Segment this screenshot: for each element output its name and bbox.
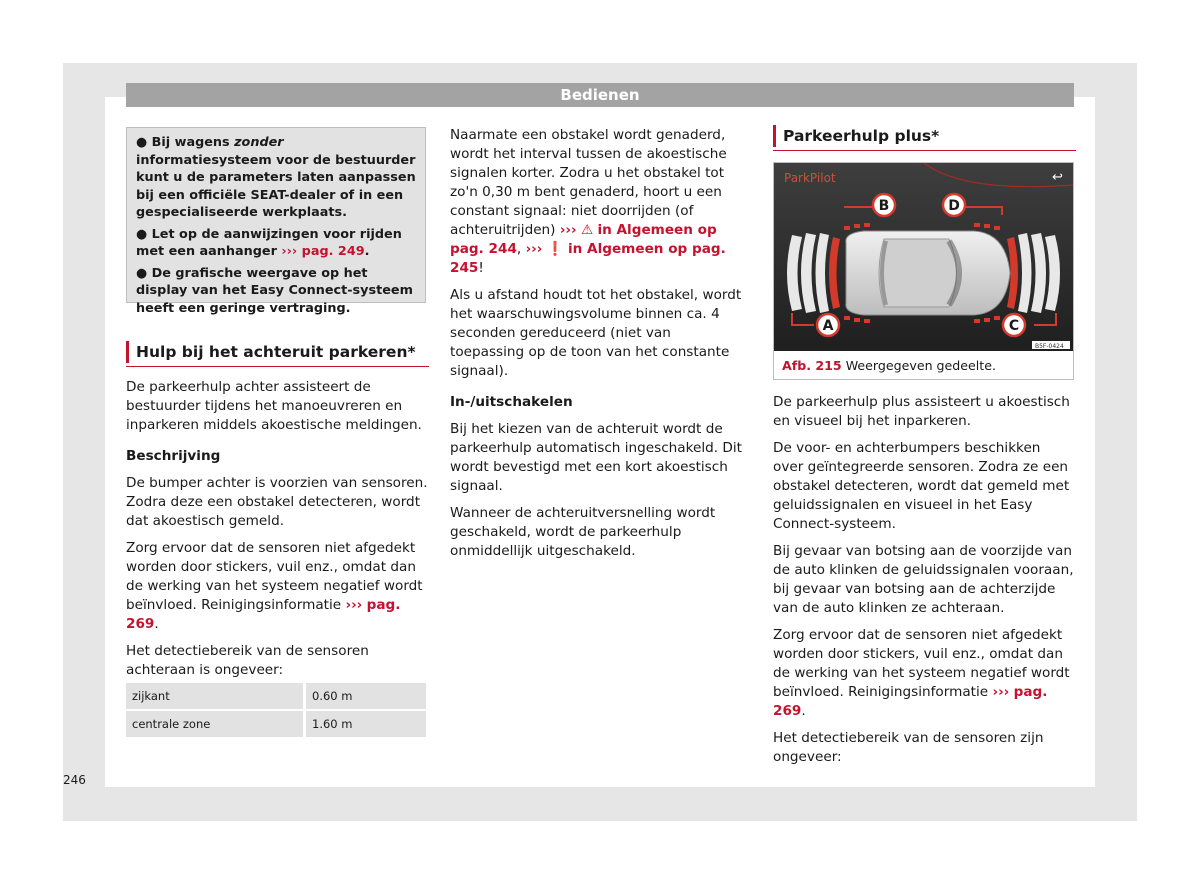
page-link[interactable]: in Algemeen op pag. 244 (450, 222, 717, 257)
paragraph: Naarmate een obstakel wordt genaderd, wordt het interval tussen de akoestische signalen korter. Zodra u het obstakel tot zo'n 0,30 m bent genaderd, hoort u een constant signaal: niet doorrijden (of achteruitrijden) ››› ⚠ in Algemeen op pag. 244, ››› ❗ in Algemeen op pag. 245! (450, 127, 727, 276)
bullet-icon: ● (136, 226, 148, 242)
paragraph: De bumper achter is voorzien van sensoren. Zodra deze een obstakel detecteren, wordt dat akoestisch gemeld. (126, 475, 428, 529)
paragraph: Zorg ervoor dat de sensoren niet afgedekt worden door stickers, vuil enz., omdat dan de werking van het systeem negatief wordt beïnvloed. Reinigingsinformatie ››› pag. 269. (773, 627, 1070, 719)
paragraph: Als u afstand houdt tot het obstakel, wordt het waarschuwingsvolume binnen ca. 4 seconden gereduceerd (niet van toepassing op de toon van het constante signaal). (450, 287, 742, 379)
paragraph: Bij het kiezen van de achteruit wordt de parkeerhulp automatisch ingeschakeld. Dit wordt bevestigd met een kort akoestisch signaal. (450, 421, 742, 494)
table-cell-label: zijkant (126, 683, 303, 709)
sensor-label-a: A (822, 318, 834, 334)
paragraph: Het detectiebereik van de sensoren achteraan is ongeveer: (126, 643, 369, 678)
page-link[interactable]: in Algemeen op pag. 245 (450, 241, 726, 276)
subhead-switching: In-/uitschakelen (450, 394, 573, 410)
note-item: ● De grafische weergave op het display van het Easy Connect-systeem heeft een geringe vertraging. (136, 265, 413, 316)
page-link[interactable]: pag. 269 (773, 684, 1048, 719)
chevron-link-icon: ››› (559, 222, 577, 238)
paragraph: Zorg ervoor dat de sensoren niet afgedekt worden door stickers, vuil enz., omdat dan de werking van het systeem negatief wordt beïnvloed. Reinigingsinformatie ››› pag. 269. (126, 540, 423, 632)
subhead-description: Beschrijving (126, 448, 221, 464)
table-cell-value: 0.60 m (303, 683, 426, 709)
table-cell-value: 1.60 m (303, 711, 426, 737)
sensor-label-c: C (1008, 318, 1020, 334)
figure-caption-text: Weergegeven gedeelte. (845, 358, 996, 373)
figure-number: Afb. 215 (782, 358, 842, 373)
note-item: ● Bij wagens zonder informatiesysteem voor de bestuurder kunt u de parameters laten aanpassen bij een officiële SEAT-dealer of in een gespecialiseerde werkplaats. (136, 135, 416, 220)
section-title-park-assist-plus: Parkeerhulp plus* (773, 125, 939, 147)
table-row (126, 711, 426, 737)
note-item: ● Let op de aanwijzingen voor rijden met een aanhanger ››› pag. 249. (136, 226, 402, 259)
paragraph: Bij gevaar van botsing aan de voorzijde van de auto klinken de geluidssignalen vooraan, bij gevaar van botsing aan de achterzijde van de auto klinken ze achteraan. (773, 543, 1074, 616)
detection-range-table (126, 681, 426, 739)
info-icon: ❗ (546, 241, 564, 257)
figure-caption (782, 358, 996, 373)
chapter-header: Bedienen (126, 83, 1074, 107)
page-link[interactable]: pag. 249 (301, 244, 365, 259)
chevron-link-icon: ››› (992, 684, 1010, 700)
paragraph: De voor- en achterbumpers beschikken over geïntegreerde sensoren. Zodra ze een obstakel detecteren, wordt dat gemeld met geluidssignalen en visueel in het Easy Connect-systeem. (773, 440, 1070, 532)
chevron-link-icon: ››› (525, 241, 543, 257)
bullet-icon: ● (136, 265, 148, 281)
sensor-label-d: D (948, 198, 960, 214)
sensor-label-b: B (878, 198, 890, 214)
screen-title: ParkPilot (784, 171, 836, 185)
left-column (126, 378, 428, 688)
right-column (773, 393, 1075, 775)
bullet-icon: ● (136, 135, 148, 150)
paragraph: De parkeerhulp plus assisteert u akoestisch en visueel bij het inparkeren. (773, 394, 1070, 429)
paragraph: Het detectiebereik van de sensoren zijn ongeveer: (773, 730, 1044, 765)
park-pilot-screen (774, 163, 1073, 351)
table-row (126, 683, 426, 709)
section-title-rear-parking: Hulp bij het achteruit parkeren* (126, 341, 416, 363)
back-arrow-icon: ↩ (1052, 170, 1063, 185)
intro-paragraph: De parkeerhulp achter assisteert de bestuurder tijdens het manoeuvreren en inparkeren middels akoestische meldingen. (126, 379, 422, 433)
paragraph: Wanneer de achteruitversnelling wordt geschakeld, wordt de parkeerhulp onmiddellijk uitgeschakeld. (450, 505, 716, 559)
page-number: 246 (63, 773, 86, 787)
page-link[interactable]: pag. 269 (126, 597, 401, 632)
table-cell-label: centrale zone (126, 711, 303, 737)
figure-code: B5F-0424 (1035, 343, 1064, 350)
chevron-link-icon: ››› (345, 597, 363, 613)
middle-column (450, 126, 746, 569)
note-box (126, 127, 426, 316)
chevron-link-icon: ››› (281, 244, 298, 259)
warning-icon: ⚠ (580, 222, 594, 238)
figure-park-pilot (773, 162, 1074, 380)
car-top-view (846, 231, 1010, 315)
